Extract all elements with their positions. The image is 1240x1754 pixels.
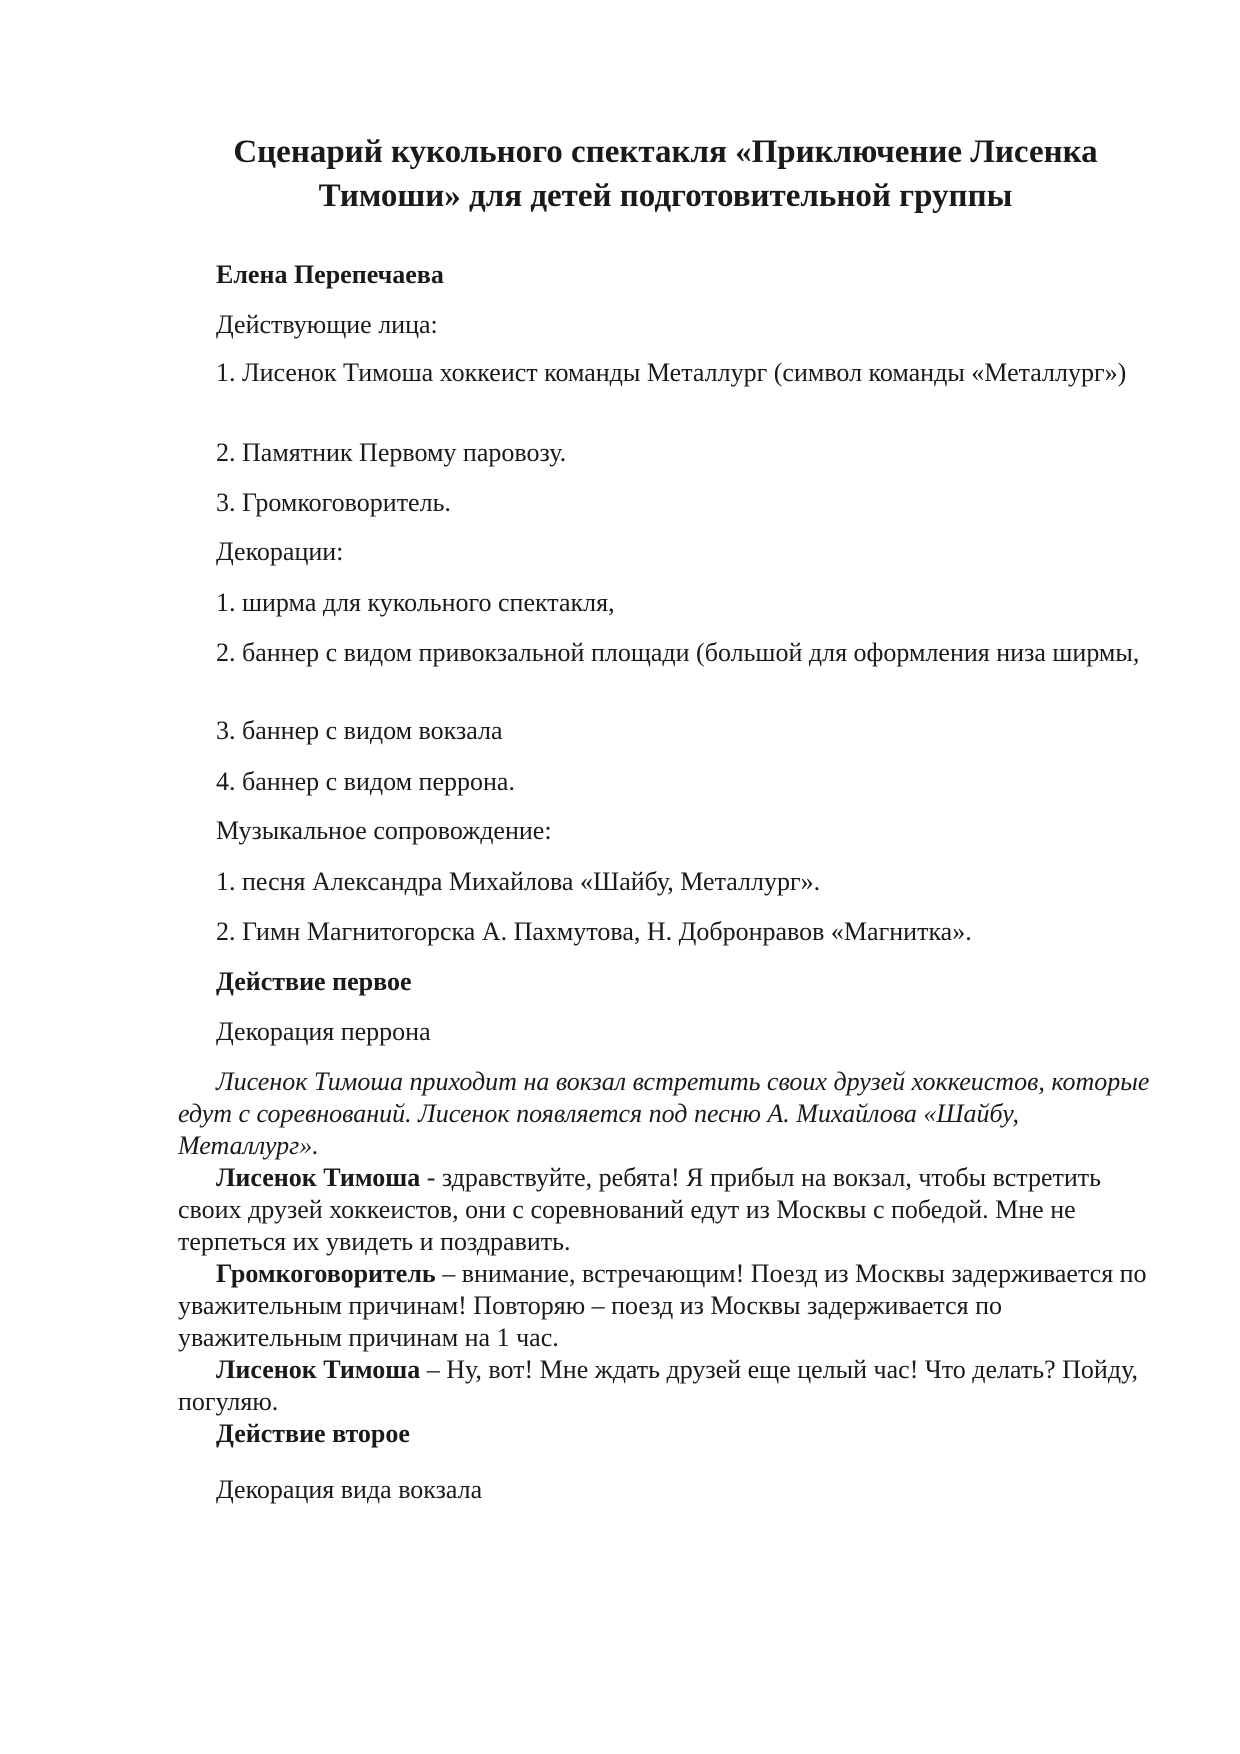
speaker-name: Лисенок Тимоша (216, 1163, 421, 1192)
music-item-2: 2. Гимн Магнитогорска А. Пахмутова, Н. Добронравов «Магнитка». (216, 917, 972, 946)
character-item-1: 1. Лисенок Тимоша хоккеист команды Металлург (символ команды «Металлург») (216, 358, 1127, 387)
dialogue-line-2 (178, 1258, 1153, 1354)
decoration-item-2: 2. баннер с видом привокзальной площади (большой для оформления низа ширмы, (216, 638, 1140, 667)
act-2-heading: Действие второе (216, 1419, 410, 1448)
line-text: – Ну, вот! Мне ждать друзей еще целый час! Что делать? Пойду, погуляю. (178, 1355, 1138, 1416)
line-text: – внимание, встречающим! Поезд из Москвы задерживается по уважительным причинам! Повторяю – поезд из Москвы задерживается по уважительным причинам на 1 час. (178, 1259, 1147, 1352)
document-title (178, 130, 1153, 218)
author-name: Елена Перепечаева (216, 260, 444, 289)
decoration-item-3: 3. баннер с видом вокзала (216, 716, 503, 745)
music-heading: Музыкальное сопровождение: (216, 816, 552, 845)
speaker-name: Лисенок Тимоша (216, 1355, 421, 1384)
decoration-item-4: 4. баннер с видом перрона. (216, 767, 515, 796)
characters-heading: Действующие лица: (216, 310, 438, 339)
decoration-item-1: 1. ширма для кукольного спектакля, (216, 588, 615, 617)
act-1-stage-direction: Лисенок Тимоша приходит на вокзал встретить своих друзей хоккеистов, которые едут с соревнований. Лисенок появляется под песню А. Михайлова «Шайбу, Металлург». (178, 1067, 1150, 1160)
character-item-2: 2. Памятник Первому паровозу. (216, 438, 567, 467)
music-item-1: 1. песня Александра Михайлова «Шайбу, Металлург». (216, 867, 821, 896)
dialogue-line-1 (178, 1162, 1153, 1258)
title-line-2: Тимоши» для детей подготовительной группы (318, 178, 1013, 214)
act-2-scene: Декорация вида вокзала (216, 1475, 483, 1504)
speaker-name: Громкоговоритель (216, 1259, 436, 1288)
act-1-scene: Декорация перрона (216, 1017, 431, 1046)
decorations-heading: Декорации: (216, 537, 344, 566)
title-line-1: Сценарий кукольного спектакля «Приключение Лисенка (233, 134, 1098, 170)
dialogue-line-3 (178, 1354, 1153, 1418)
line-text: - здравствуйте, ребята! Я прибыл на вокзал, чтобы встретить своих друзей хоккеистов, они с соревнований едут из Москвы с победой. Мне не терпеться их увидеть и поздравить. (178, 1163, 1102, 1256)
character-item-3: 3. Громкоговоритель. (216, 488, 451, 517)
act-1-heading: Действие первое (216, 967, 412, 996)
